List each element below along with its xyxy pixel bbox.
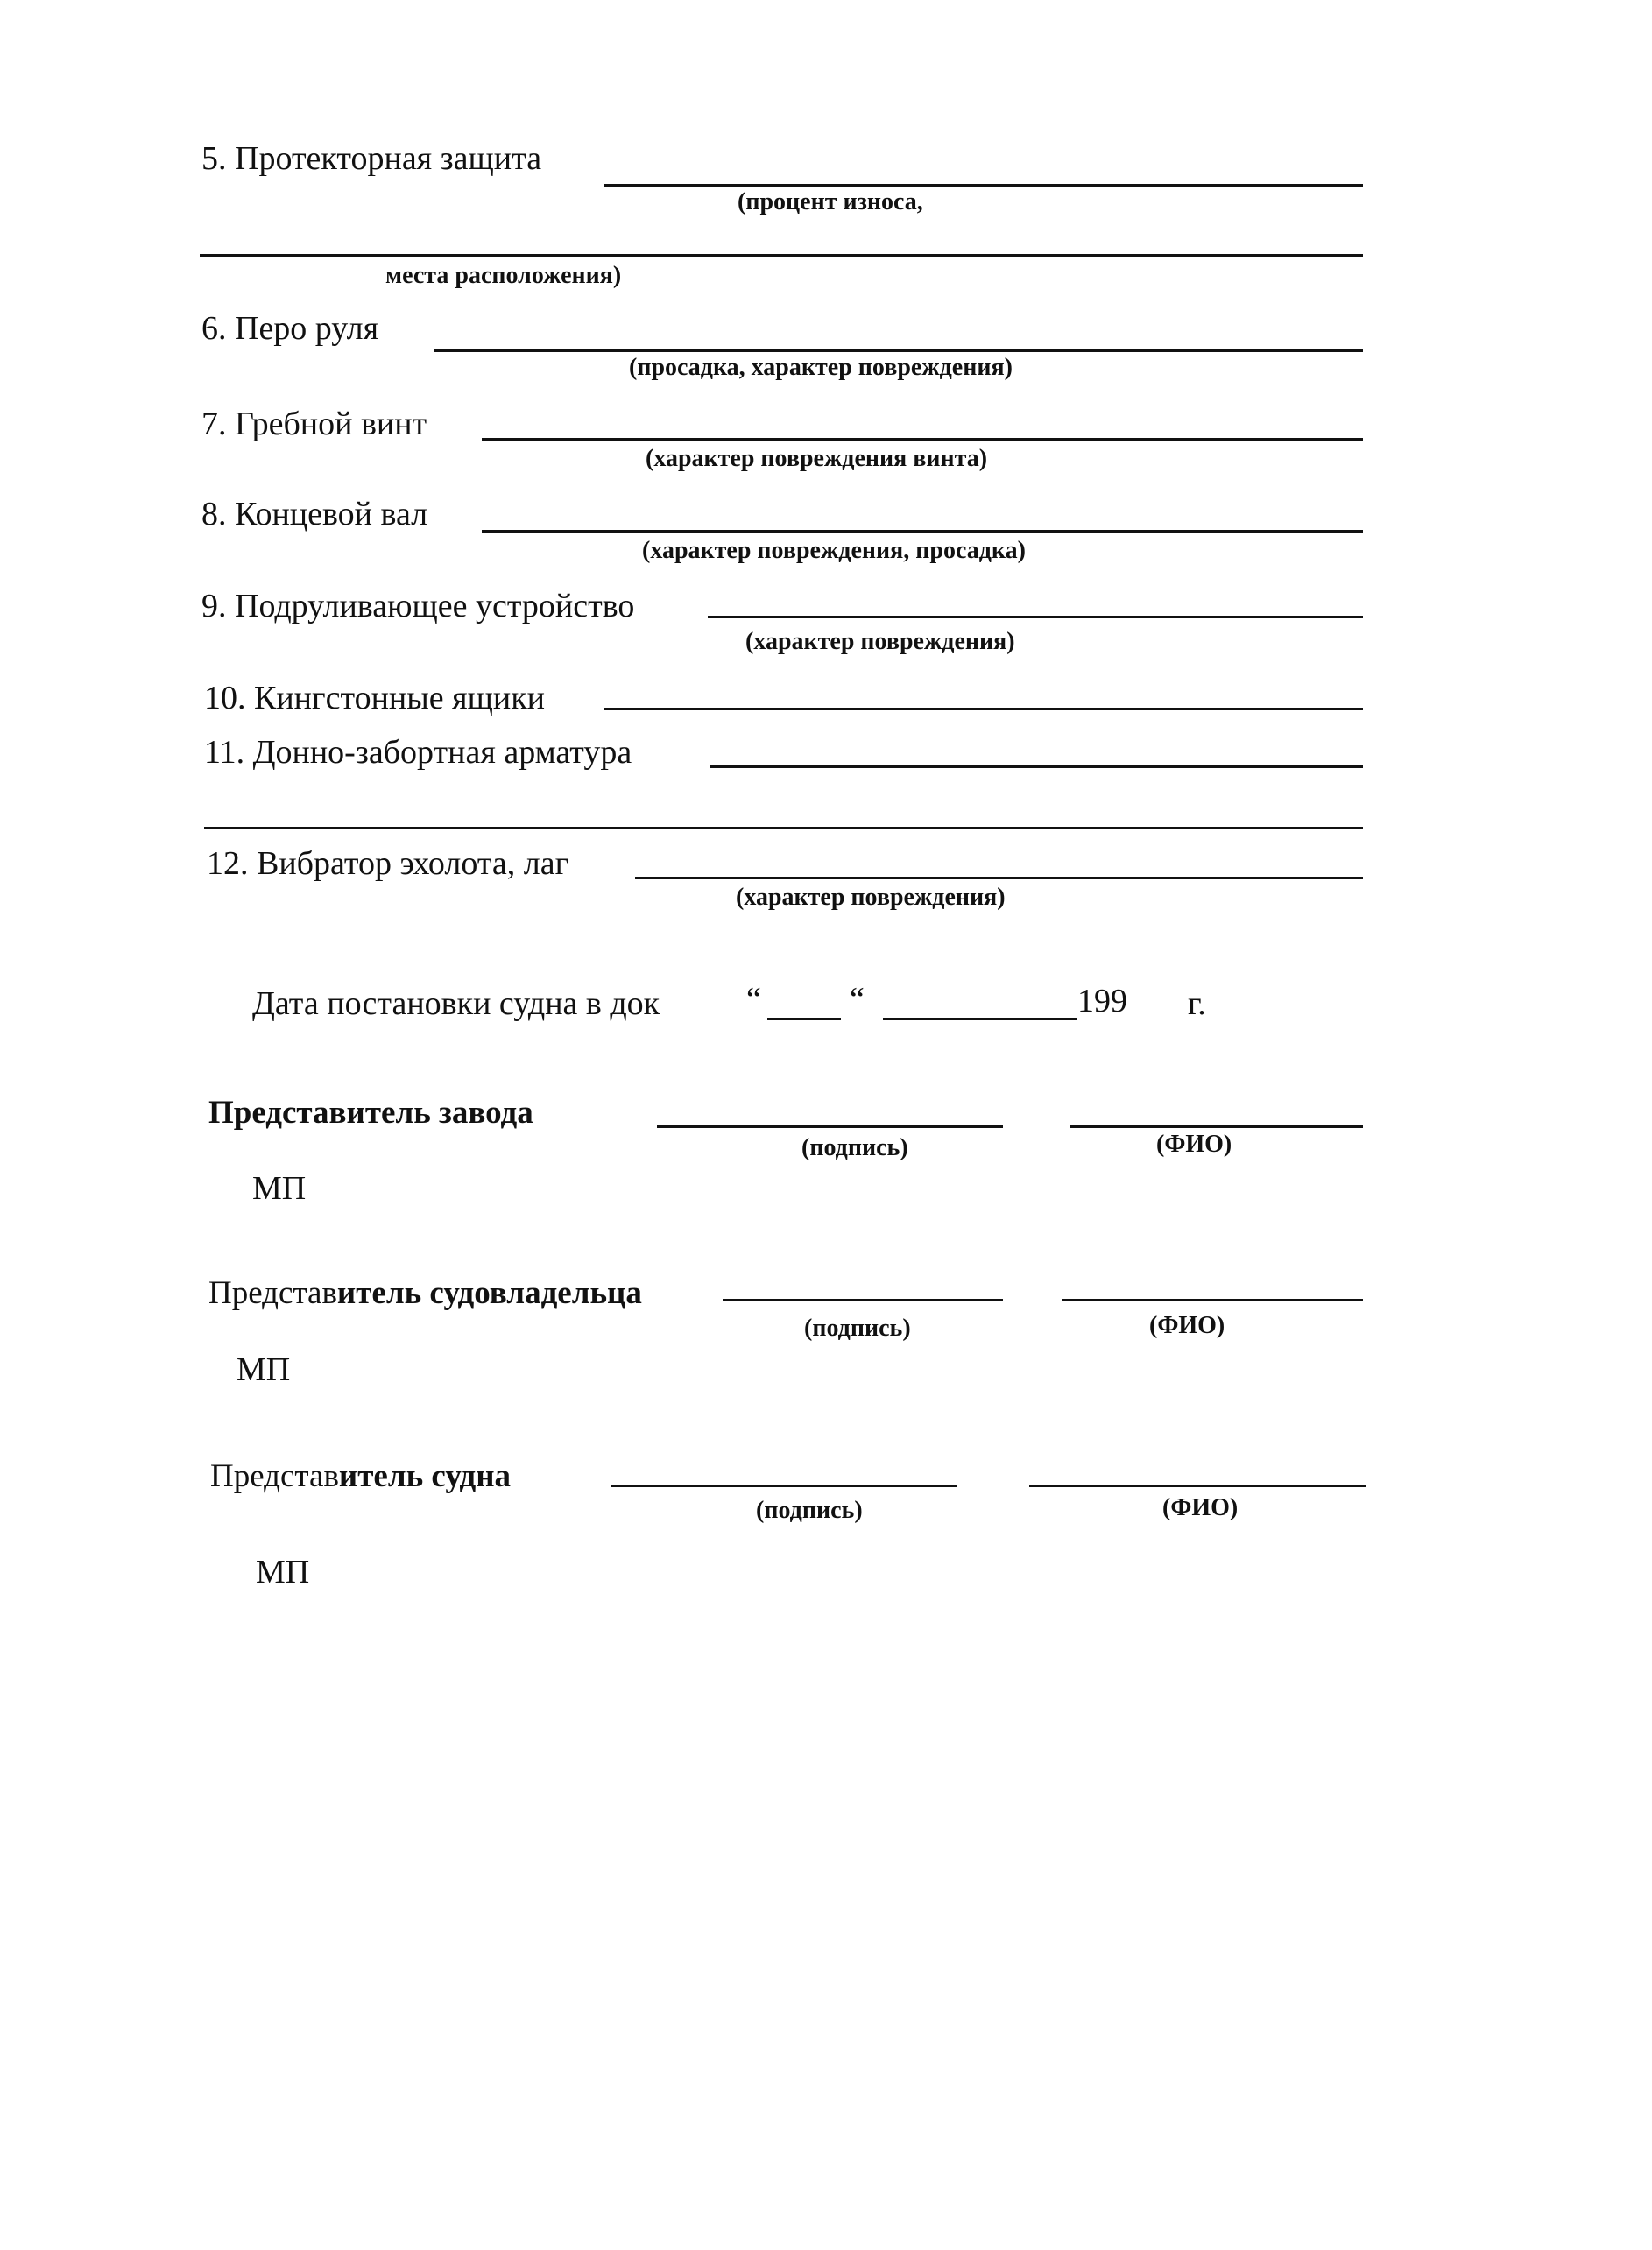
item-11-fill-line[interactable] [710,765,1363,768]
date-suffix: г. [1188,985,1206,1022]
item-5-fill-line-2[interactable] [200,254,1363,257]
item-6-fill-line[interactable] [434,349,1363,352]
vessel-stamp-mark: МП [256,1554,310,1591]
owner-signature-line[interactable] [723,1299,1003,1301]
item-10-fill-line[interactable] [604,708,1363,710]
plant-name-hint: (ФИО) [1156,1131,1232,1158]
item-10-label: 10. Кингстонные ящики [204,680,546,716]
item-6-hint: (просадка, характер повреждения) [629,354,1013,381]
owner-stamp-mark: МП [237,1351,291,1388]
vessel-signature-hint: (подпись) [756,1497,863,1524]
plant-stamp-mark: МП [252,1170,307,1207]
vessel-rep-label: Представитель судна [210,1458,512,1494]
date-close-quote: “ [850,981,865,1018]
item-12-hint: (характер повреждения) [736,884,1006,911]
item-8-label: 8. Концевой вал [201,496,428,533]
date-day-line[interactable] [767,1018,841,1020]
item-6-label: 6. Перо руля [201,310,379,347]
date-open-quote: “ [746,981,761,1018]
plant-name-line[interactable] [1070,1125,1363,1128]
owner-name-line[interactable] [1062,1299,1363,1301]
plant-signature-line[interactable] [657,1125,1003,1128]
item-5-fill-line[interactable] [604,184,1363,187]
item-5-label: 5. Протекторная защита [201,140,542,177]
date-year: 199 [1077,983,1127,1019]
item-7-hint: (характер повреждения винта) [646,445,988,472]
item-5-hint-2: места расположения) [385,262,622,289]
owner-rep-label: Представитель судовладельца [208,1275,642,1311]
item-5-hint: (процент износа, [738,188,923,215]
owner-signature-hint: (подпись) [804,1315,911,1342]
item-12-label: 12. Вибратор эхолота, лаг [207,845,569,882]
vessel-name-line[interactable] [1029,1485,1366,1487]
item-11-label: 11. Донно-забортная арматура [204,734,632,771]
date-month-line[interactable] [883,1018,1077,1020]
item-7-fill-line[interactable] [482,438,1363,441]
plant-signature-hint: (подпись) [801,1134,908,1161]
owner-name-hint: (ФИО) [1149,1312,1225,1339]
vessel-signature-line[interactable] [611,1485,957,1487]
item-8-hint: (характер повреждения, просадка) [642,537,1026,564]
date-label: Дата постановки судна в док [252,985,660,1022]
item-9-fill-line[interactable] [708,616,1363,618]
item-9-hint: (характер повреждения) [745,628,1015,655]
item-7-label: 7. Гребной винт [201,406,427,442]
vessel-name-hint: (ФИО) [1162,1494,1239,1521]
item-8-fill-line[interactable] [482,530,1363,533]
item-12-fill-line[interactable] [635,877,1363,879]
item-9-label: 9. Подруливающее устройство [201,588,635,624]
item-11-fill-line-2[interactable] [204,827,1363,829]
plant-rep-label: Представитель завода [208,1095,533,1131]
